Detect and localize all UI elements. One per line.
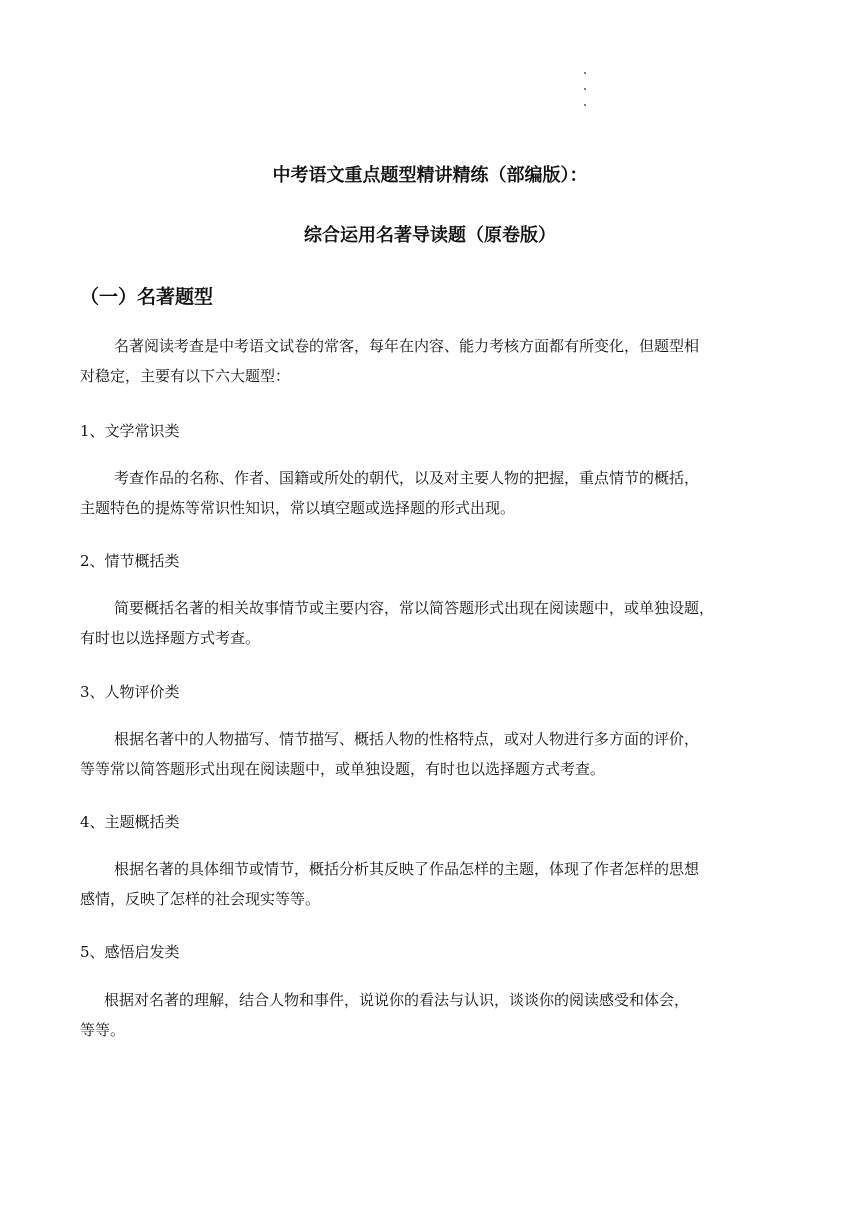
- item-paragraph-3: [80, 724, 780, 784]
- paragraph-line: 主题特色的提炼等常识性知识，常以填空题或选择题的形式出现。: [80, 499, 516, 517]
- paragraph-line: 简要概括名著的相关故事情节或主要内容，常以简答题形式出现在阅读题中，或单独设题，: [114, 599, 715, 617]
- document-subtitle: 综合运用名著导读题（原卷版）: [304, 225, 556, 246]
- dot: [584, 88, 586, 90]
- item-paragraph-1: [80, 463, 780, 523]
- document-title: 中考语文重点题型精讲精练（部编版）：: [272, 165, 588, 186]
- header-dots: [583, 72, 589, 120]
- item-heading-4: 4、主题概括类: [80, 813, 180, 831]
- paragraph-line: 对稳定，主要有以下六大题型：: [80, 367, 291, 385]
- paragraph-line: 名著阅读考查是中考语文试卷的常客，每年在内容、能力考核方面都有所变化，但题型相: [114, 337, 700, 355]
- paragraph-line: 考查作品的名称、作者、国籍或所处的朝代，以及对主要人物的把握，重点情节的概括，: [114, 469, 700, 487]
- paragraph-line: 等等常以简答题形式出现在阅读题中，或单独设题，有时也以选择题方式考查。: [80, 760, 606, 778]
- section-heading: （一）名著题型: [80, 286, 214, 308]
- item-heading-5: 5、感悟启发类: [80, 943, 180, 961]
- item-heading-2: 2、情节概括类: [80, 552, 180, 570]
- intro-paragraph: [80, 331, 780, 391]
- item-paragraph-5: [80, 985, 780, 1045]
- paragraph-line: 等等。: [80, 1021, 126, 1039]
- item-heading-1: 1、文学常识类: [80, 422, 180, 440]
- paragraph-line: 根据名著的具体细节或情节，概括分析其反映了作品怎样的主题，体现了作者怎样的思想: [114, 860, 700, 878]
- item-paragraph-2: [80, 593, 780, 653]
- dot: [584, 72, 586, 74]
- paragraph-line: 根据对名著的理解，结合人物和事件，说说你的看法与认识，谈谈你的阅读感受和体会，: [104, 991, 690, 1009]
- dot: [584, 104, 586, 106]
- item-paragraph-4: [80, 854, 780, 914]
- paragraph-line: 有时也以选择题方式考查。: [80, 629, 261, 647]
- paragraph-line: 感情，反映了怎样的社会现实等等。: [80, 890, 321, 908]
- item-heading-3: 3、人物评价类: [80, 683, 180, 701]
- paragraph-line: 根据名著中的人物描写、情节描写、概括人物的性格特点，或对人物进行多方面的评价，: [114, 730, 700, 748]
